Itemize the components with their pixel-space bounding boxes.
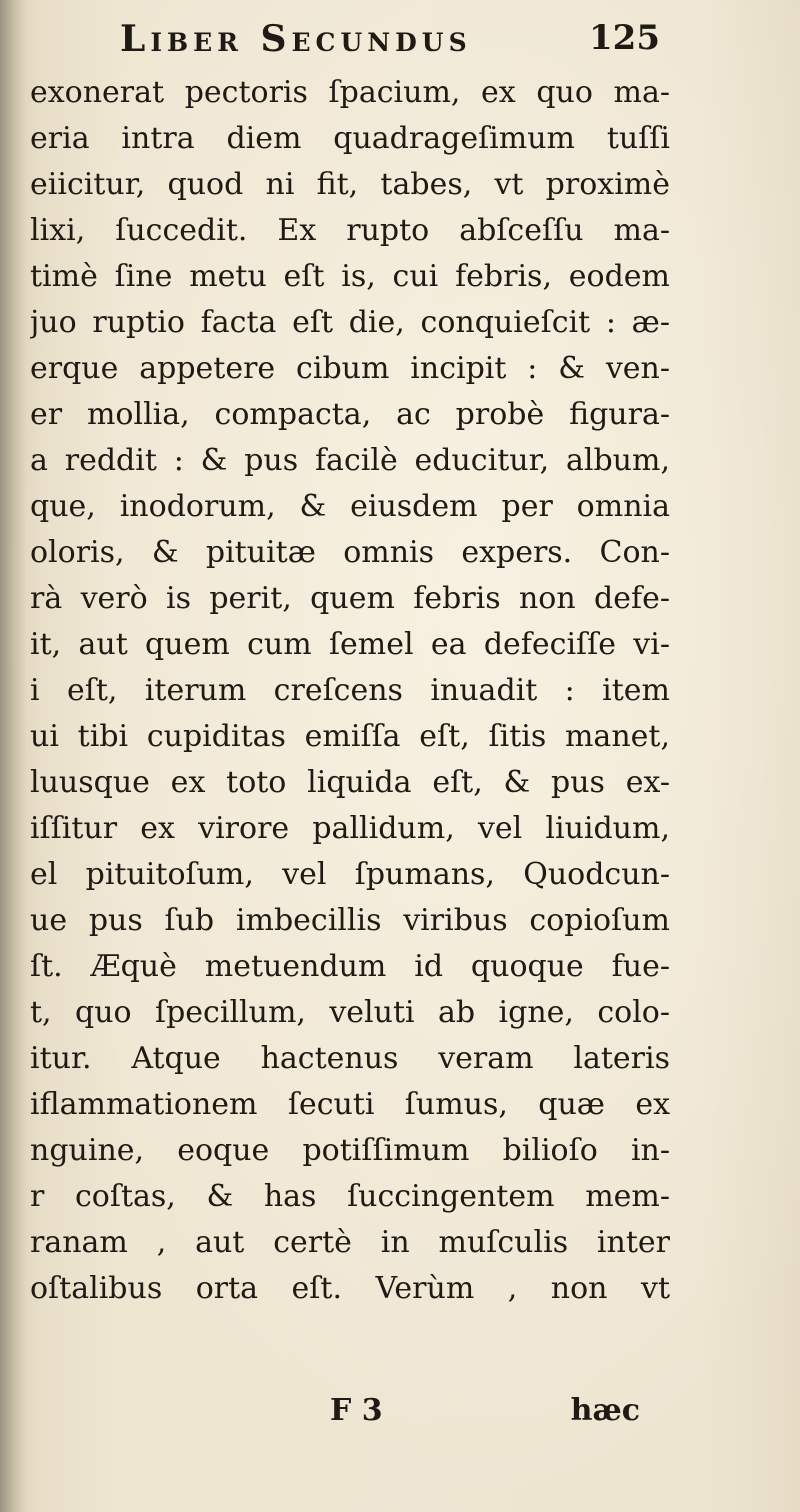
text-line: i eſt, iterum creſcens inuadit : item xyxy=(30,673,670,708)
text-line: lixi, ſuccedit. Ex rupto abſceſſu ma- xyxy=(30,213,670,248)
text-line: oloris, & pituitæ omnis expers. Con- xyxy=(30,535,670,570)
text-line: eiicitur, quod ni fit, tabes, vt proximè xyxy=(30,167,670,202)
text-line: r coſtas, & has ſuccingentem mem- xyxy=(30,1179,670,1214)
text-line: itur. Atque hactenus veram lateris xyxy=(30,1041,670,1076)
text-line: ranam , aut certè in muſculis inter xyxy=(30,1225,670,1260)
page-number: 125 xyxy=(589,18,660,58)
text-line: timè ſine metu eſt is, cui febris, eodem xyxy=(30,259,670,294)
text-line: luusque ex toto liquida eſt, & pus ex- xyxy=(30,765,670,800)
text-line: nguine, eoque potiſſimum bilioſo in- xyxy=(30,1133,670,1168)
text-line: ue pus ſub imbecillis viribus copioſum xyxy=(30,903,670,938)
binding-gutter xyxy=(0,0,26,1512)
text-line: oſtalibus orta eſt. Verùm , non vt xyxy=(30,1271,670,1306)
text-line: a reddit : & pus facilè educitur, album, xyxy=(30,443,670,478)
text-line: t, quo ſpecillum, veluti ab igne, colo- xyxy=(30,995,670,1030)
text-line: juo ruptio facta eſt die, conquieſcit : æ- xyxy=(30,305,670,340)
running-head: Liber Secundus xyxy=(120,18,472,60)
text-line: ui tibi cupiditas emiſſa eſt, ſitis manet, xyxy=(30,719,670,754)
signature-mark: F 3 xyxy=(330,1393,383,1428)
page-footer xyxy=(330,1388,640,1434)
text-line: er mollia, compacta, ac probè figura- xyxy=(30,397,670,432)
catchword: hæc xyxy=(570,1393,640,1428)
text-line: exonerat pectoris ſpacium, ex quo ma- xyxy=(30,75,670,110)
text-line: erque appetere cibum incipit : & ven- xyxy=(30,351,670,386)
text-line: el pituitoſum, vel ſpumans, Quodcun- xyxy=(30,857,670,892)
text-line: que, inodorum, & eiusdem per omnia xyxy=(30,489,670,524)
text-line: iſſitur ex virore pallidum, vel liuidum, xyxy=(30,811,670,846)
text-line: rà verò is perit, quem febris non defe- xyxy=(30,581,670,616)
body-text xyxy=(30,70,670,1312)
text-line: it, aut quem cum ſemel ea defeciſſe vi- xyxy=(30,627,670,662)
text-line: ſt. Æquè metuendum id quoque fue- xyxy=(30,949,670,984)
text-line: iflammationem ſecuti ſumus, quæ ex xyxy=(30,1087,670,1122)
text-line: eria intra diem quadrageſimum tuſſi xyxy=(30,121,670,156)
page-header xyxy=(120,18,660,68)
